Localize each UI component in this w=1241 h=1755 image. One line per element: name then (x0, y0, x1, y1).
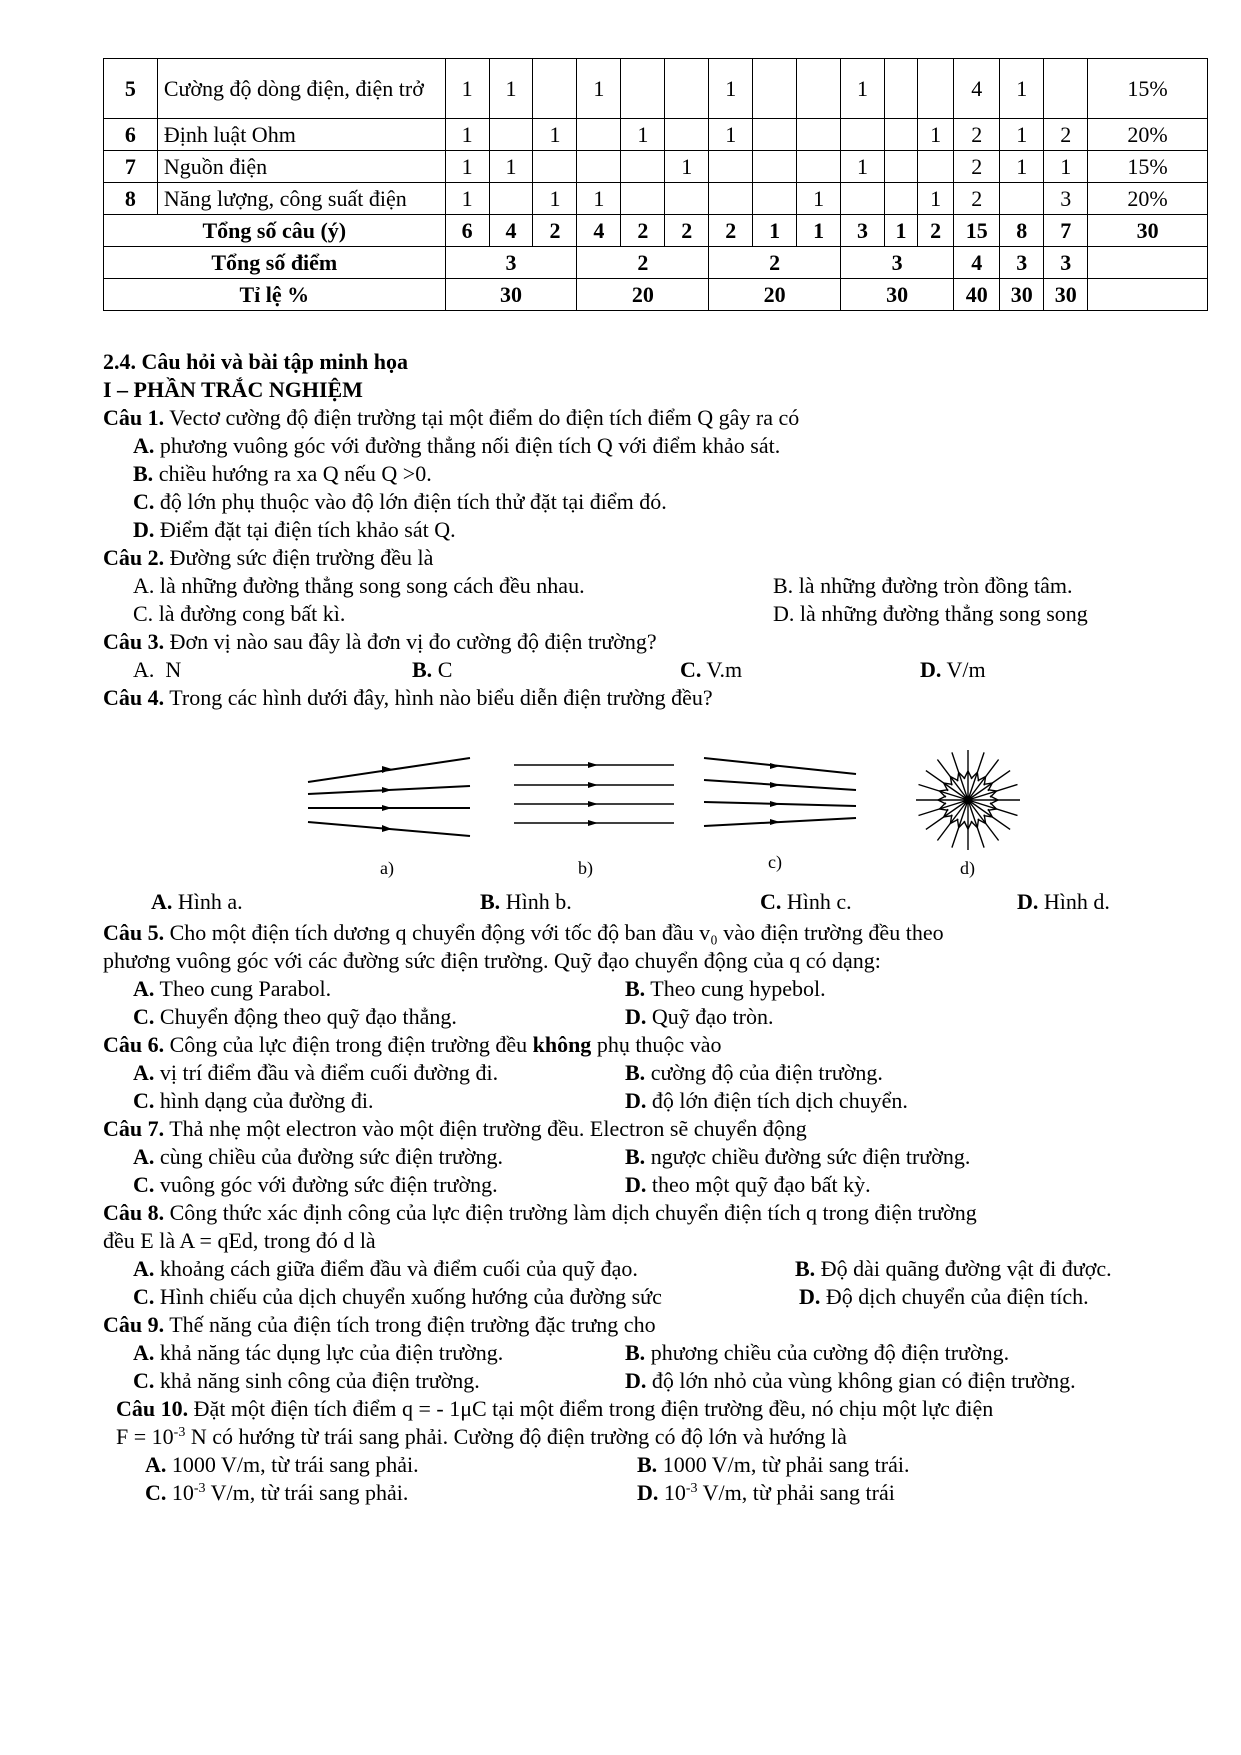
table-cell: 30 (1000, 279, 1044, 311)
q6-option-a: A. vị trí điểm đầu và điểm cuối đường đi. (133, 1060, 499, 1085)
total-questions-label: Tổng số câu (ý) (104, 215, 446, 247)
table-cell (621, 151, 665, 183)
total-questions-row (104, 215, 1208, 247)
table-cell: 1 (1000, 119, 1044, 151)
question-8: Câu 8. Công thức xác định công của lực điện trường làm dịch chuyển điện tích q trong điện trường (103, 1200, 977, 1225)
table-cell: 2 (1044, 119, 1088, 151)
figure-b-field-lines (512, 760, 677, 840)
table-cell (1000, 183, 1044, 215)
table-cell (841, 119, 885, 151)
table-cell: 30 (445, 279, 577, 311)
part-title: I – PHẦN TRẮC NGHIỆM (103, 377, 363, 402)
table-cell: 2 (917, 215, 953, 247)
section-title: 2.4. Câu hỏi và bài tập minh họa (103, 349, 409, 374)
ratio-row (104, 279, 1208, 311)
table-cell: 3 (841, 215, 885, 247)
table-cell: 3 (1044, 247, 1088, 279)
table-cell (709, 151, 753, 183)
q6-option-d: D. độ lớn điện tích dịch chuyển. (625, 1088, 908, 1113)
q10-option-d: D. $10^{-3}$ V/m, từ phải sang trái (637, 1480, 895, 1505)
table-cell: 2 (709, 215, 753, 247)
table-cell (665, 119, 709, 151)
q8-option-a: A. khoảng cách giữa điểm đầu và điểm cuối của quỹ đạo. (133, 1256, 638, 1281)
figure-c-field-lines (700, 752, 860, 832)
question-9: Câu 9. Thế năng của điện tích trong điện trường đặc trưng cho (103, 1312, 656, 1337)
table-cell: 2 (954, 119, 1000, 151)
table-cell: 1 (841, 59, 885, 119)
row-topic: Năng lượng, công suất điện (157, 183, 445, 215)
row-number: 5 (104, 59, 158, 119)
table-cell: 1 (884, 215, 917, 247)
q7-option-b: B. ngược chiều đường sức điện trường. (625, 1144, 971, 1169)
table-cell: 4 (954, 59, 1000, 119)
table-cell (533, 151, 577, 183)
question-6: Câu 6. Công của lực điện trong điện trường đều không phụ thuộc vào (103, 1032, 722, 1057)
table-cell: 2 (954, 183, 1000, 215)
q5-option-a: A. Theo cung Parabol. (133, 976, 332, 1001)
table-cell: 2 (533, 215, 577, 247)
q6-option-c: C. hình dạng của đường đi. (133, 1088, 374, 1113)
q1-option-a: A. phương vuông góc với đường thẳng nối điện tích Q với điểm khảo sát. (133, 433, 781, 458)
figure-d-label: d) (960, 858, 975, 878)
q2-option-a: A. là những đường thẳng song song cách đều nhau. (133, 573, 585, 598)
q10-option-a: A. 1000 V/m, từ trái sang phải. (145, 1452, 419, 1477)
table-cell (577, 151, 621, 183)
table-cell (884, 183, 917, 215)
row-topic: Nguồn điện (157, 151, 445, 183)
table-cell: 1 (753, 215, 797, 247)
table-cell: 1 (709, 119, 753, 151)
table-cell: 1 (1000, 59, 1044, 119)
q10-option-c: C. $10^{-3}$ V/m, từ trái sang phải. (145, 1480, 409, 1505)
table-cell: 1 (917, 183, 953, 215)
table-cell (884, 59, 917, 119)
table-cell: 30 (841, 279, 954, 311)
table-cell (709, 183, 753, 215)
test-matrix-table (103, 58, 1208, 311)
table-row (104, 59, 1208, 119)
table-cell (533, 59, 577, 119)
question-10: Câu 10. Đặt một điện tích điểm q = - 1μC tại một điểm trong điện trường đều, nó chịu một lực điện (116, 1396, 994, 1421)
table-cell: 8 (1000, 215, 1044, 247)
table-cell (884, 119, 917, 151)
q8-option-d: D. Độ dịch chuyển của điện tích. (799, 1284, 1089, 1309)
q8-option-c: C. Hình chiếu của dịch chuyển xuống hướng của đường sức (133, 1284, 662, 1309)
table-cell: 1 (577, 183, 621, 215)
table-cell: 1 (489, 59, 533, 119)
table-cell: 4 (489, 215, 533, 247)
figure-a-field-lines (300, 752, 475, 842)
table-cell (797, 119, 841, 151)
question-3: Câu 3. Đơn vị nào sau đây là đơn vị đo cường độ điện trường? (103, 629, 657, 654)
table-cell (665, 59, 709, 119)
q1-option-c: C. độ lớn phụ thuộc vào độ lớn điện tích thử đặt tại điểm đó. (133, 489, 667, 514)
table-cell: 1 (709, 59, 753, 119)
q9-option-c: C. khả năng sinh công của điện trường. (133, 1368, 480, 1393)
table-cell (665, 183, 709, 215)
q3-option-c: C. V.m (680, 657, 743, 682)
table-cell: 20 (709, 279, 841, 311)
table-cell (753, 151, 797, 183)
row-topic: Cường độ dòng điện, điện trở (157, 59, 445, 119)
row-number: 8 (104, 183, 158, 215)
table-cell: 2 (577, 247, 709, 279)
ratio-label: Tỉ lệ % (104, 279, 446, 311)
table-cell: 30 (1088, 215, 1208, 247)
q7-option-a: A. cùng chiều của đường sức điện trường. (133, 1144, 504, 1169)
table-cell: 6 (445, 215, 489, 247)
table-cell (753, 59, 797, 119)
table-cell (1044, 59, 1088, 119)
table-cell: 3 (445, 247, 577, 279)
q9-option-a: A. khả năng tác dụng lực của điện trường. (133, 1340, 504, 1365)
table-cell: 2 (665, 215, 709, 247)
table-cell (917, 59, 953, 119)
q4-option-b: B. Hình b. (480, 889, 572, 914)
q4-option-a: A. Hình a. (151, 889, 243, 914)
q9-option-b: B. phương chiều của cường độ điện trường. (625, 1340, 1010, 1365)
table-cell: 1 (665, 151, 709, 183)
q2-option-d: D. là những đường thẳng song song (773, 601, 1088, 626)
table-cell (797, 59, 841, 119)
figure-a-label: a) (380, 858, 394, 878)
q4-option-c: C. Hình c. (760, 889, 852, 914)
table-cell: 1 (621, 119, 665, 151)
table-cell (577, 119, 621, 151)
total-points-label: Tổng số điểm (104, 247, 446, 279)
q5-option-d: D. Quỹ đạo tròn. (625, 1004, 774, 1029)
table-cell: 7 (1044, 215, 1088, 247)
table-cell: 1 (1044, 151, 1088, 183)
table-cell: 2 (621, 215, 665, 247)
table-cell: 1 (533, 183, 577, 215)
figure-c-label: c) (768, 852, 782, 872)
table-cell: 1 (577, 59, 621, 119)
question-5: Câu 5. Cho một điện tích dương q chuyển động với tốc độ ban đầu v₀ vào điện trường đều theo (103, 920, 944, 945)
table-cell: 20% (1088, 119, 1208, 151)
q4-option-d: D. Hình d. (1017, 889, 1110, 914)
row-number: 7 (104, 151, 158, 183)
q7-option-c: C. vuông góc với đường sức điện trường. (133, 1172, 498, 1197)
table-cell: 1 (445, 119, 489, 151)
table-cell (489, 119, 533, 151)
table-cell (1088, 247, 1208, 279)
q1-option-b: B. chiều hướng ra xa Q nếu Q >0. (133, 461, 432, 486)
table-cell: 15% (1088, 59, 1208, 119)
table-cell (621, 183, 665, 215)
table-row (104, 119, 1208, 151)
table-cell: 15 (954, 215, 1000, 247)
figure-d-radial-field (910, 745, 1026, 855)
table-cell (489, 183, 533, 215)
table-cell: 1 (1000, 151, 1044, 183)
q7-option-d: D. theo một quỹ đạo bất kỳ. (625, 1172, 871, 1197)
q5-option-b: B. Theo cung hypebol. (625, 976, 826, 1001)
q9-option-d: D. độ lớn nhỏ của vùng không gian có điện trường. (625, 1368, 1076, 1393)
table-cell (841, 183, 885, 215)
table-cell: 1 (445, 59, 489, 119)
table-cell: 4 (577, 215, 621, 247)
table-cell: 1 (841, 151, 885, 183)
table-cell (917, 151, 953, 183)
q3-option-b: B. C (412, 657, 453, 682)
q1-option-d: D. Điểm đặt tại điện tích khảo sát Q. (133, 517, 456, 542)
table-cell: 1 (445, 151, 489, 183)
table-cell: 1 (797, 183, 841, 215)
table-cell: 3 (841, 247, 954, 279)
figure-b-label: b) (578, 858, 593, 878)
table-cell: 1 (445, 183, 489, 215)
question-5-line2: phương vuông góc với các đường sức điện trường. Quỹ đạo chuyển động của q có dạng: (103, 948, 881, 973)
question-2: Câu 2. Đường sức điện trường đều là (103, 545, 434, 570)
table-cell: 3 (1044, 183, 1088, 215)
table-cell: 1 (797, 215, 841, 247)
question-4: Câu 4. Trong các hình dưới đây, hình nào biểu diễn điện trường đều? (103, 685, 713, 710)
table-cell: 1 (533, 119, 577, 151)
question-10-line2: $F = 10^{-3}$ N có hướng từ trái sang phải. Cường độ điện trường có độ lớn và hướng là (116, 1424, 847, 1449)
table-cell: 1 (917, 119, 953, 151)
table-cell: 2 (709, 247, 841, 279)
q6-option-b: B. cường độ của điện trường. (625, 1060, 883, 1085)
row-topic: Định luật Ohm (157, 119, 445, 151)
table-cell: 1 (489, 151, 533, 183)
q5-option-c: C. Chuyển động theo quỹ đạo thẳng. (133, 1004, 457, 1029)
table-cell: 20% (1088, 183, 1208, 215)
table-cell: 20 (577, 279, 709, 311)
q8-option-b: B. Độ dài quãng đường vật đi được. (795, 1256, 1112, 1281)
table-cell (621, 59, 665, 119)
table-row (104, 151, 1208, 183)
table-cell: 15% (1088, 151, 1208, 183)
row-number: 6 (104, 119, 158, 151)
question-7: Câu 7. Thả nhẹ một electron vào một điện trường đều. Electron sẽ chuyển động (103, 1116, 807, 1141)
table-cell (884, 151, 917, 183)
table-cell (797, 151, 841, 183)
question-8-line2: đều E là A = qEd, trong đó d là (103, 1228, 376, 1253)
table-cell (1088, 279, 1208, 311)
table-cell: 3 (1000, 247, 1044, 279)
table-cell: 40 (954, 279, 1000, 311)
q2-option-c: C. là đường cong bất kì. (133, 601, 346, 626)
q3-option-a: A. N (133, 657, 182, 682)
q3-option-d: D. V/m (920, 657, 986, 682)
question-1: Câu 1. Vectơ cường độ điện trường tại một điểm do điện tích điểm Q gây ra có (103, 405, 800, 430)
table-cell (753, 119, 797, 151)
table-cell: 2 (954, 151, 1000, 183)
table-row (104, 183, 1208, 215)
q2-option-b: B. là những đường tròn đồng tâm. (773, 573, 1073, 598)
table-cell (753, 183, 797, 215)
q10-option-b: B. 1000 V/m, từ phải sang trái. (637, 1452, 910, 1477)
table-cell: 4 (954, 247, 1000, 279)
table-cell: 30 (1044, 279, 1088, 311)
total-points-row (104, 247, 1208, 279)
